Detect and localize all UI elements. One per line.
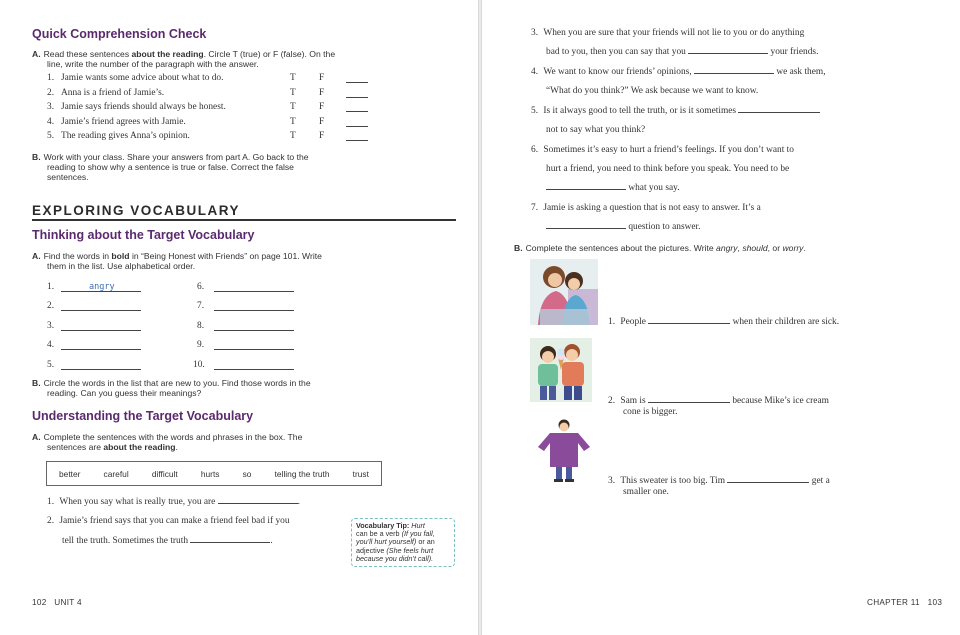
pic-b-word: should bbox=[742, 243, 768, 253]
pictures-part-b bbox=[514, 243, 934, 253]
sentence-7-line2 bbox=[546, 222, 916, 232]
und-a-line1: Complete the sentences with the words and phrases in the box. The bbox=[43, 432, 303, 442]
ex-a-bold: bold bbox=[111, 251, 130, 261]
picture-sentence-2 bbox=[608, 396, 948, 406]
false-option[interactable]: F bbox=[319, 131, 325, 141]
true-option[interactable]: T bbox=[290, 116, 296, 127]
sentence-num: 7. bbox=[531, 203, 539, 213]
sentence-blank[interactable] bbox=[727, 482, 809, 483]
vocab-blank[interactable] bbox=[214, 330, 294, 331]
sentence-4 bbox=[531, 67, 911, 77]
true-option[interactable]: T bbox=[290, 87, 296, 98]
word-box-item: trust bbox=[352, 468, 369, 479]
vocab-row bbox=[47, 282, 307, 301]
pic-b-text: Complete the sentences about the pictures. Write bbox=[525, 243, 717, 253]
und-a-text: sentences are bbox=[47, 442, 104, 453]
pic-b-sep: , or bbox=[767, 243, 783, 253]
left-page bbox=[0, 0, 478, 635]
true-option[interactable]: T bbox=[290, 73, 296, 83]
tf-text: The reading gives Anna’s opinion. bbox=[61, 131, 190, 141]
pic-b-label: B. bbox=[514, 243, 523, 253]
page-number: 102 bbox=[32, 598, 47, 607]
sentence-6-line3 bbox=[546, 183, 916, 193]
tf-text: Jamie’s friend agrees with Jamie. bbox=[61, 116, 186, 127]
sentence-num: 1. bbox=[608, 317, 616, 327]
tf-item bbox=[47, 88, 377, 103]
sentence-blank[interactable] bbox=[190, 542, 270, 543]
vocab-list bbox=[47, 282, 307, 379]
understanding-vocab-title: Understanding the Target Vocabulary bbox=[32, 409, 254, 423]
picture-big-sweater bbox=[530, 417, 598, 483]
word-box-item: hurts bbox=[200, 468, 220, 479]
vocab-row bbox=[47, 301, 307, 320]
heading-rule bbox=[32, 219, 456, 221]
picture-sentence-3 bbox=[608, 476, 948, 486]
sentence-6-line2: hurt a friend, you need to think before you speak. You need to be bbox=[546, 164, 790, 174]
vocab-row bbox=[47, 340, 307, 359]
thinking-vocab-title: Thinking about the Target Vocabulary bbox=[32, 228, 255, 242]
vocab-num: 10. bbox=[193, 359, 205, 370]
paragraph-blank[interactable] bbox=[346, 140, 368, 141]
vocab-num: 2. bbox=[47, 301, 55, 312]
part-b-label: B. bbox=[32, 152, 41, 162]
exploring-vocab-heading: EXPLORING VOCABULARY bbox=[32, 203, 241, 218]
false-option[interactable]: F bbox=[319, 102, 325, 112]
und-a-bold: about the reading bbox=[103, 442, 176, 453]
ex-b-line: reading. Can you guess their meanings? bbox=[47, 388, 202, 399]
tip-text: adjective bbox=[356, 545, 387, 555]
sentence-num: 2. bbox=[608, 396, 616, 406]
sentence-text: When you say what is really true, you are bbox=[59, 497, 216, 507]
picture-sentence-3-line2: smaller one. bbox=[623, 487, 669, 497]
vocab-num: 4. bbox=[47, 340, 55, 351]
tip-text: Hurt bbox=[409, 521, 425, 530]
sentence-num: 3. bbox=[608, 476, 616, 486]
sentence-1 bbox=[47, 497, 347, 507]
sentence-2-line2 bbox=[62, 536, 342, 546]
tip-text: you’ll hurt yourself) bbox=[356, 537, 417, 547]
sentence-text: question to answer. bbox=[628, 222, 701, 232]
sentence-end: . bbox=[297, 497, 300, 507]
sentence-3 bbox=[531, 28, 911, 38]
part-b-line: reading to show why a sentence is true or false. Correct the false bbox=[47, 162, 294, 173]
vocab-blank[interactable] bbox=[214, 349, 294, 350]
tip-text: can be a verb bbox=[356, 529, 402, 539]
sentence-text: People bbox=[620, 317, 646, 327]
paragraph-blank[interactable] bbox=[346, 111, 368, 112]
false-option[interactable]: F bbox=[319, 73, 325, 83]
sentence-text: Is it always good to tell the truth, or is it sometimes bbox=[543, 106, 737, 116]
sentence-blank[interactable] bbox=[688, 53, 768, 54]
sentence-text: get a bbox=[811, 476, 830, 486]
tf-item bbox=[47, 131, 377, 146]
sentence-text: because Mike’s ice cream bbox=[732, 396, 829, 406]
tf-list bbox=[47, 73, 377, 146]
vocab-blank[interactable] bbox=[61, 330, 141, 331]
sentence-4-line2: “What do you think?” We ask because we want to know. bbox=[546, 86, 759, 96]
true-option[interactable]: T bbox=[290, 131, 296, 141]
tf-num: 3. bbox=[47, 102, 55, 112]
sentence-text: Jamie’s friend says that you can make a friend feel bad if you bbox=[59, 516, 290, 526]
tf-num: 2. bbox=[47, 87, 55, 98]
quick-check-title: Quick Comprehension Check bbox=[32, 27, 207, 41]
und-a-label: A. bbox=[32, 432, 41, 442]
sentence-blank[interactable] bbox=[546, 228, 626, 229]
word-box-item: difficult bbox=[151, 468, 178, 479]
tip-text: because you didn’t call). bbox=[356, 553, 434, 563]
part-a-line2: line, write the number of the paragraph with the answer. bbox=[47, 59, 259, 70]
tip-text: (She feels hurt bbox=[386, 545, 434, 555]
word-box-item: so bbox=[242, 468, 252, 479]
sentence-num: 4. bbox=[531, 67, 539, 77]
sentence-end: . bbox=[270, 536, 273, 546]
part-a-text-2: . Circle T (true) or F (false). On the bbox=[203, 49, 336, 59]
false-option[interactable]: F bbox=[319, 116, 325, 127]
handwritten-answer: angry bbox=[89, 282, 115, 292]
ex-a-text: Find the words in bbox=[43, 251, 112, 261]
unit-label: UNIT 4 bbox=[54, 598, 82, 607]
vocab-blank[interactable] bbox=[214, 291, 294, 292]
exploring-part-b bbox=[32, 378, 452, 398]
picture-sentence-2-line2: cone is bigger. bbox=[623, 407, 678, 417]
vocab-blank[interactable] bbox=[214, 369, 294, 370]
sentence-num: 2. bbox=[47, 516, 55, 526]
vocab-blank[interactable] bbox=[214, 310, 294, 311]
true-option[interactable]: T bbox=[290, 102, 296, 112]
vocab-blank[interactable] bbox=[61, 310, 141, 311]
tf-text: Anna is a friend of Jamie’s. bbox=[61, 87, 165, 98]
sentence-num: 3. bbox=[531, 28, 539, 38]
sentence-5 bbox=[531, 106, 911, 116]
ex-a-line2: them in the list. Use alphabetical order. bbox=[47, 261, 196, 272]
vocab-row bbox=[47, 360, 307, 379]
sentence-2 bbox=[47, 516, 347, 526]
chapter-label: CHAPTER 11 bbox=[867, 598, 920, 607]
sentence-num: 5. bbox=[531, 106, 539, 116]
ex-b-label: B. bbox=[32, 378, 41, 388]
ex-b-line: Circle the words in the list that are new to you. Find those words in the bbox=[43, 378, 311, 388]
pic-b-end: . bbox=[803, 243, 806, 253]
sentence-blank[interactable] bbox=[694, 73, 774, 74]
sentence-text: your friends. bbox=[770, 47, 819, 57]
tip-text: or an bbox=[416, 537, 435, 547]
sentence-6 bbox=[531, 145, 911, 155]
sentence-text: Sometimes it’s easy to hurt a friend’s feelings. If you don’t want to bbox=[543, 145, 794, 155]
part-a-bold: about the reading bbox=[131, 49, 204, 59]
tf-num: 4. bbox=[47, 116, 55, 127]
right-footer bbox=[867, 598, 942, 607]
tf-text: Jamie says friends should always be honest. bbox=[61, 102, 226, 112]
sentence-text: when their children are sick. bbox=[732, 317, 840, 327]
ex-a-label: A. bbox=[32, 251, 41, 261]
tf-item bbox=[47, 102, 377, 117]
sentence-blank[interactable] bbox=[218, 503, 298, 504]
vocab-num: 6. bbox=[197, 282, 205, 292]
part-a-text: Read these sentences bbox=[43, 49, 132, 59]
sentence-num: 6. bbox=[531, 145, 539, 155]
sentence-blank[interactable] bbox=[648, 402, 730, 403]
paragraph-blank[interactable] bbox=[346, 97, 368, 98]
picture-boys-ice-cream bbox=[530, 338, 592, 402]
vocab-num: 9. bbox=[197, 340, 205, 351]
pic-b-word: worry bbox=[782, 243, 804, 253]
sentence-text: tell the truth. Sometimes the truth bbox=[62, 536, 189, 546]
tf-item bbox=[47, 117, 377, 132]
word-box-item: telling the truth bbox=[274, 468, 330, 479]
tf-num: 1. bbox=[47, 73, 55, 83]
sentence-blank[interactable] bbox=[546, 189, 626, 190]
picture-parent-sick-child bbox=[530, 259, 598, 325]
ex-a-text-2: in “Being Honest with Friends” on page 101. Write bbox=[129, 251, 322, 261]
word-box-item: better bbox=[59, 468, 81, 479]
quick-check-part-b bbox=[32, 152, 452, 183]
paragraph-blank[interactable] bbox=[346, 126, 368, 127]
part-b-line: Work with your class. Share your answers from part A. Go back to the bbox=[43, 152, 309, 162]
pic-b-sep: , bbox=[737, 243, 743, 253]
page-number: 103 bbox=[927, 598, 943, 607]
tf-item bbox=[47, 73, 377, 88]
tip-title: Vocabulary Tip: bbox=[356, 521, 410, 530]
false-option[interactable]: F bbox=[319, 87, 325, 98]
vocab-blank[interactable] bbox=[61, 369, 141, 370]
sentence-5-line2: not to say what you think? bbox=[546, 125, 646, 135]
vocab-num: 3. bbox=[47, 320, 55, 331]
vocab-blank[interactable] bbox=[61, 349, 141, 350]
pic-b-word: angry bbox=[716, 243, 738, 253]
sentence-text: Sam is bbox=[620, 396, 646, 406]
vocabulary-tip bbox=[351, 518, 455, 567]
understanding-part-a bbox=[32, 432, 452, 452]
sentence-text: This sweater is too big. Tim bbox=[620, 476, 726, 486]
quick-check-part-a bbox=[32, 49, 452, 69]
vocab-num: 1. bbox=[47, 282, 55, 292]
sentence-text: When you are sure that your friends will not lie to you or do anything bbox=[543, 28, 805, 38]
sentence-text: Jamie is asking a question that is not easy to answer. It’s a bbox=[543, 203, 761, 213]
vocab-num: 7. bbox=[197, 301, 205, 312]
vocab-num: 8. bbox=[197, 320, 205, 331]
exploring-part-a bbox=[32, 251, 452, 271]
right-page bbox=[482, 0, 960, 635]
sentence-7 bbox=[531, 203, 911, 213]
sentence-3-line2 bbox=[546, 47, 916, 57]
part-b-line: sentences. bbox=[47, 172, 89, 183]
sentence-text: bad to you, then you can say that you bbox=[546, 47, 686, 57]
sentence-text: we ask them, bbox=[776, 67, 826, 77]
sentence-blank[interactable] bbox=[738, 112, 820, 113]
picture-sentence-1 bbox=[608, 317, 948, 327]
word-box-item: careful bbox=[103, 468, 129, 479]
und-a-end: . bbox=[175, 442, 178, 453]
sentence-num: 1. bbox=[47, 497, 55, 507]
sentence-text: We want to know our friends’ opinions, bbox=[543, 67, 692, 77]
vocab-row bbox=[47, 321, 307, 340]
vocab-num: 5. bbox=[47, 359, 55, 370]
paragraph-blank[interactable] bbox=[346, 82, 368, 83]
sentence-text: what you say. bbox=[628, 183, 680, 193]
tip-text: (If you fall, bbox=[401, 529, 435, 539]
part-a-label: A. bbox=[32, 49, 41, 59]
tf-text: Jamie wants some advice about what to do. bbox=[61, 73, 224, 83]
word-box bbox=[46, 461, 382, 486]
sentence-blank[interactable] bbox=[648, 323, 730, 324]
tf-num: 5. bbox=[47, 131, 55, 141]
left-footer bbox=[32, 598, 82, 607]
